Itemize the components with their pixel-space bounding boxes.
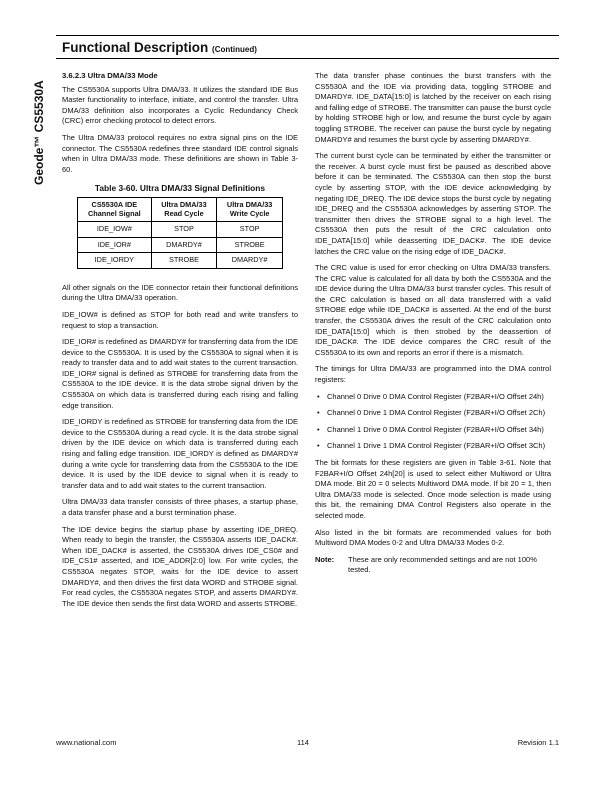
list-item [315, 441, 551, 452]
paragraph: The CRC value is used for error checking on Ultra DMA/33 transfers. The CRC value is calculated for all data by both the CS5530A and the IDE device during the Ultra DMA/33 burst transfer cycles. This result of the CRC calculation is based on all data transferred with a valid STROBE edge while IDE_DACK# is asserted. At the end of the burst transfer, the CS5530A drives the result of the CRC calculation onto IDE_DATA[15:0] which is then strobed by the deassertion of IDE_DACK#. The IDE device compares the CRC result of the CS5530A to its own and reports an error if there is a mismatch. [315, 263, 551, 357]
paragraph: The current burst cycle can be terminated by either the transmitter or the receiver. A burst cycle must first be paused as described above before it can be terminated. The CS5530A can then stop the burst cycle by asserting STOP, with the IDE device acknowledging by negating IDE_DREQ. The IDE device stops the burst cycle by negating IDE_DREQ and the CS5530A acknowledges by asserting STOP. The transmitter then drives the STROBE signal to a high level. The CS5530A then puts the result of the CRC calculation onto IDE_DATA[15:0] while deasserting IDE_DACK#. The IDE device latches the CRC value on the rising edge of IDE_DACK#. [315, 151, 551, 256]
left-column [62, 71, 298, 615]
table-row [78, 221, 283, 237]
section-heading: 3.6.2.3 Ultra DMA/33 Mode [62, 71, 158, 80]
list-item-text: Channel 0 Drive 1 DMA Control Register (F2BAR+I/O Offset 2Ch) [327, 408, 546, 418]
list-item [315, 425, 551, 436]
table-row [78, 253, 283, 269]
title-text: Functional Description [62, 40, 209, 55]
table-header-row [78, 197, 283, 221]
title-subtitle: (Continued) [212, 45, 257, 54]
footer-revision: Revision 1.1 [517, 738, 559, 747]
paragraph: Ultra DMA/33 data transfer consists of three phases, a startup phase, a data transfer phase and a burst termination phase. [62, 497, 298, 517]
page-title [62, 40, 257, 55]
bullet-icon: • [317, 408, 320, 418]
footer-url: www.national.com [56, 738, 117, 747]
paragraph: The Ultra DMA/33 protocol requires no extra signal pins on the IDE connector. The CS5530A redefines three standard IDE control signals when in Ultra DMA/33 mode. These definitions are shown in Table 3-60. [62, 132, 298, 174]
table-caption: Table 3-60. Ultra DMA/33 Signal Definitions [94, 183, 266, 194]
paragraph: The bit formats for these registers are given in Table 3-61. Note that F2BAR+I/O Offset 24h[20] is used to select either Multiword or Ultra DMA mode. Bit 20 = 0 selects Multiword DMA mode. If bit 20 = 1, then Ultra DMA/33 mode is selected. Once mode selection is made using this bit, the remaining DMA Control Registers also operate in the selected mode. [315, 458, 551, 520]
table-cell: STROBE [151, 253, 217, 269]
register-list [315, 392, 551, 452]
right-column [315, 71, 551, 576]
paragraph: IDE_IOR# is redefined as DMARDY# for transferring data from the IDE device to the CS5530A. It is used by the CS5530A to signal when it is ready to transfer data and to add wait states to the current transaction. IDE_IOR# signal is defined as STROBE for transferring data from the CS5530A to the IDE device. It is the data strobe signal driven by the CS5530A on which data is transferred during each rising and falling edge transition. [62, 337, 298, 410]
table-cell: STROBE [217, 237, 283, 253]
paragraph: All other signals on the IDE connector retain their functional definitions during the Ultra DMA/33 operation. [62, 282, 298, 303]
header-rule-top [56, 35, 559, 36]
list-item-text: Channel 1 Drive 0 DMA Control Register (F2BAR+I/O Offset 34h) [327, 424, 544, 434]
column-header: Ultra DMA/33 Read Cycle [151, 197, 217, 221]
list-item-text: Channel 0 Drive 0 DMA Control Register (F2BAR+I/O Offset 24h) [327, 391, 544, 401]
bullet-icon: • [317, 424, 320, 434]
table-row [78, 237, 283, 253]
note-label: Note: [315, 554, 335, 564]
table-cell: IDE_IORDY [78, 253, 152, 269]
list-item [315, 392, 551, 403]
table-cell: IDE_IOW# [78, 221, 152, 237]
paragraph: IDE_IOW# is defined as STOP for both read and write transfers to request to stop a transaction. [62, 309, 298, 330]
table-cell: DMARDY# [217, 253, 283, 269]
table-cell: DMARDY# [151, 237, 217, 253]
note-text: These are only recommended settings and are not 100% tested. [348, 554, 537, 575]
sidebar-text: Geode™ CS5530A [32, 80, 46, 185]
paragraph: The CS5530A supports Ultra DMA/33. It utilizes the standard IDE Bus Master functionality to interface, initiate, and control the transfer. Ultra DMA/33 definition also incorporates a Cyclic Redundancy Check (CRC) error checking protocol to detect errors. [62, 84, 298, 126]
column-header: CS5530A IDE Channel Signal [78, 197, 152, 221]
header-rule-bottom [56, 58, 559, 59]
column-header: Ultra DMA/33 Write Cycle [217, 197, 283, 221]
note [315, 555, 551, 576]
signal-definitions-table [77, 197, 283, 269]
paragraph: Also listed in the bit formats are recommended values for both Multiword DMA Modes 0-2 and Ultra DMA/33 Modes 0-2. [315, 527, 551, 548]
bullet-icon: • [317, 441, 320, 451]
footer-page-number: 114 [297, 738, 309, 747]
bullet-icon: • [317, 391, 320, 401]
table-cell: IDE_IOR# [78, 237, 152, 253]
sidebar-product-label [32, 35, 48, 185]
paragraph: The data transfer phase continues the burst transfers with the CS5530A and the IDE via providing data, toggling STROBE and DMARDY#. IDE_DATA[15:0] is latched by the receiver on each rising and falling edge of STROBE. The transmitter can pause the burst cycle by holding STROBE high or low, and resume the burst cycle by again toggling STROBE. The receiver can pause the burst cycle by negating DMARDY# and resumes the burst cycle by asserting DMARDY#. [315, 71, 551, 144]
list-item-text: Channel 1 Drive 1 DMA Control Register (F2BAR+I/O Offset 3Ch) [327, 441, 546, 451]
table-cell: STOP [151, 221, 217, 237]
paragraph: The timings for Ultra DMA/33 are programmed into the DMA control registers: [315, 364, 551, 385]
paragraph: The IDE device begins the startup phase by asserting IDE_DREQ. When ready to begin the transfer, the CS5530A asserts IDE_DACK#. When IDE_DACK# is asserted, the CS5530A drives IDE_CS0# and IDE_CS1# asserted, and IDE_ADDR[2:0] low. For write cycles, the CS5530A negates STOP, waits for the IDE device to assert DMARDY#, and then drives the first data WORD and STROBE signal. For read cycles, the CS5530A negates STOP, and asserts DMARDY#. The IDE device then sends the first data WORD and asserts STROBE. [62, 524, 298, 608]
table-cell: STOP [217, 221, 283, 237]
paragraph: IDE_IORDY is redefined as STROBE for transferring data from the IDE device to the CS5530A during a read cycle. It is the data strobe signal driven by the IDE device on which data is transferred during each rising and falling edge transition. IDE_IORDY is defined as DMARDY# during a write cycle for transferring data from the CS5530A to the IDE device. It is used by the IDE device to signal when it is ready to transfer data and to add wait states to the current transaction. [62, 417, 298, 490]
list-item [315, 408, 551, 419]
